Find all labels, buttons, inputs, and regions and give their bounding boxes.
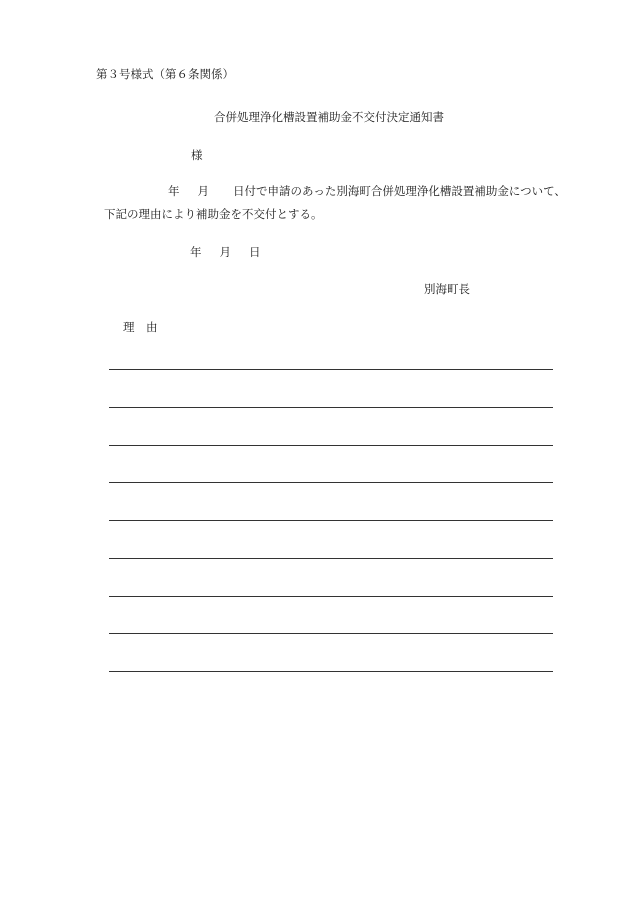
issuer-name: 別海町長	[424, 282, 470, 296]
body-month-label: 月	[197, 184, 209, 198]
body-line-2	[96, 207, 323, 221]
form-number: 第３号様式（第６条関係）	[96, 67, 234, 81]
body-year-label: 年	[168, 184, 180, 198]
body-line-1-text: 日付で申請のあった別海町合併処理浄化槽設置補助金について、	[233, 184, 566, 198]
reason-line	[109, 407, 553, 408]
date-day-label: 日	[249, 245, 261, 259]
body-line-2-text: 下記の理由により補助金を不交付とする。	[104, 207, 323, 221]
reason-line	[109, 369, 553, 370]
date-month-label: 月	[219, 245, 231, 259]
reason-line	[109, 445, 553, 446]
reason-line	[109, 520, 553, 521]
body-line-1	[96, 184, 566, 198]
issue-date	[190, 245, 261, 259]
reason-line	[109, 482, 553, 483]
reason-line	[109, 558, 553, 559]
reason-line	[109, 671, 553, 672]
reason-line	[109, 596, 553, 597]
reason-line	[109, 633, 553, 634]
reason-label: 理 由	[123, 320, 158, 334]
document-title: 合併処理浄化槽設置補助金不交付決定通知書	[214, 110, 444, 124]
addressee-suffix: 様	[191, 148, 203, 162]
date-year-label: 年	[190, 245, 202, 259]
